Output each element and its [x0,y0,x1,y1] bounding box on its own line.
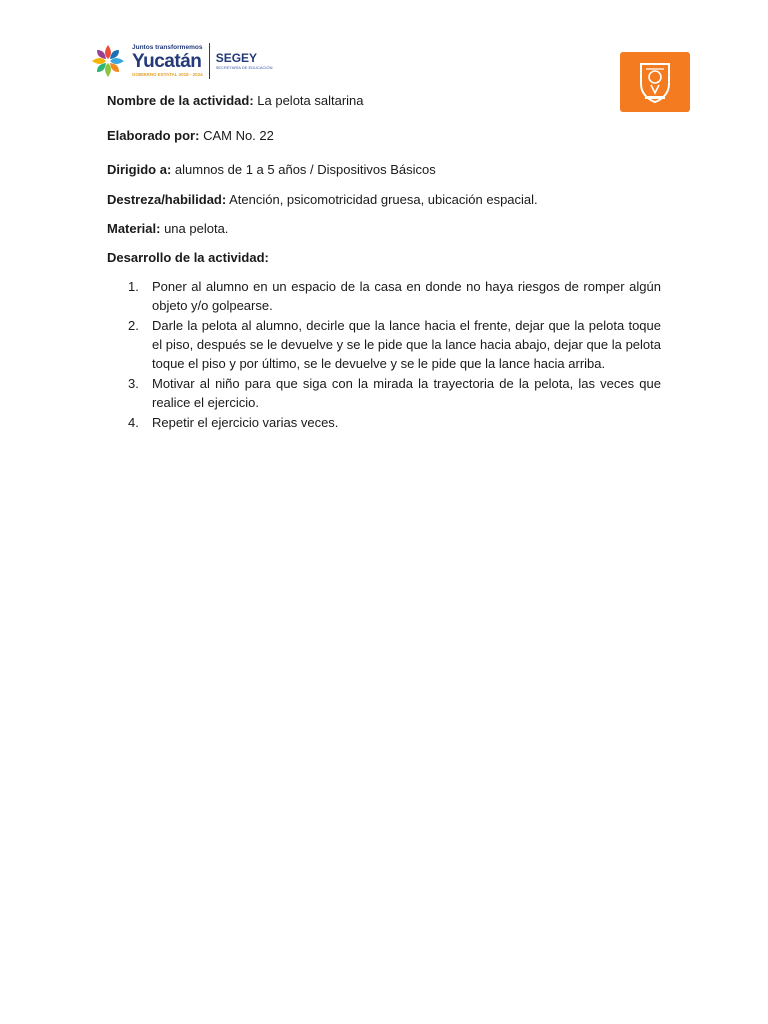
yucatan-emblem-icon [88,41,128,81]
steps-list [107,277,661,433]
material-field [107,220,228,238]
step-text: Repetir el ejercicio varias veces. [152,415,339,430]
segey-name: SEGEY [215,51,258,65]
directed-to-label: Dirigido a: [107,162,172,177]
material-value: una pelota. [160,221,229,236]
prepared-by-value: CAM No. 22 [199,128,274,143]
prepared-by-label: Elaborado por: [107,128,200,143]
segey-logo [216,52,273,70]
step-text: Darle la pelota al alumno, decirle que la lance hacia el frente, dejar que la pelota toque el piso, después se le devuelve y se le pide que la lance hacia abajo, dejar que la pelota toque el piso y por último, se le devuelve y se le pide que la lance hacia arriba. [152,318,661,371]
logo-government-period: GOBIERNO ESTATAL 2018 - 2024 [132,72,203,77]
step-text: Poner al alumno en un espacio de la casa en donde no haya riesgos de romper algún objeto y/o golpearse. [152,279,661,313]
prepared-by-field [107,127,274,145]
activity-name-label: Nombre de la actividad: [107,93,254,108]
logo-tagline: Juntos transformemos [132,43,203,51]
segey-subtitle: SECRETARÍA DE EDUCACIÓN [215,65,273,70]
state-crest-icon [637,60,673,104]
list-item [107,374,661,412]
directed-to-value: alumnos de 1 a 5 años / Dispositivos Básicos [171,162,436,177]
list-item [107,277,661,315]
step-number: 1. [128,279,139,294]
development-heading: Desarrollo de la actividad: [107,250,269,265]
list-item [107,316,661,373]
state-crest-logo [620,52,690,112]
logo-divider [209,43,210,79]
step-number: 3. [128,376,139,391]
material-label: Material: [107,221,161,236]
skill-field [107,191,538,209]
step-number: 4. [128,415,139,430]
logo-name: Yucatán [132,51,202,72]
skill-label: Destreza/habilidad: [107,192,227,207]
step-number: 2. [128,318,139,333]
list-item [107,413,661,432]
activity-name-field [107,92,364,110]
directed-to-field [107,161,436,179]
skill-value: Atención, psicomotricidad gruesa, ubicación espacial. [226,192,538,207]
step-text: Motivar al niño para que siga con la mirada la trayectoria de la pelota, las veces que realice el ejercicio. [152,376,661,410]
activity-name-value: La pelota saltarina [253,93,364,108]
yucatan-logo [88,36,288,86]
